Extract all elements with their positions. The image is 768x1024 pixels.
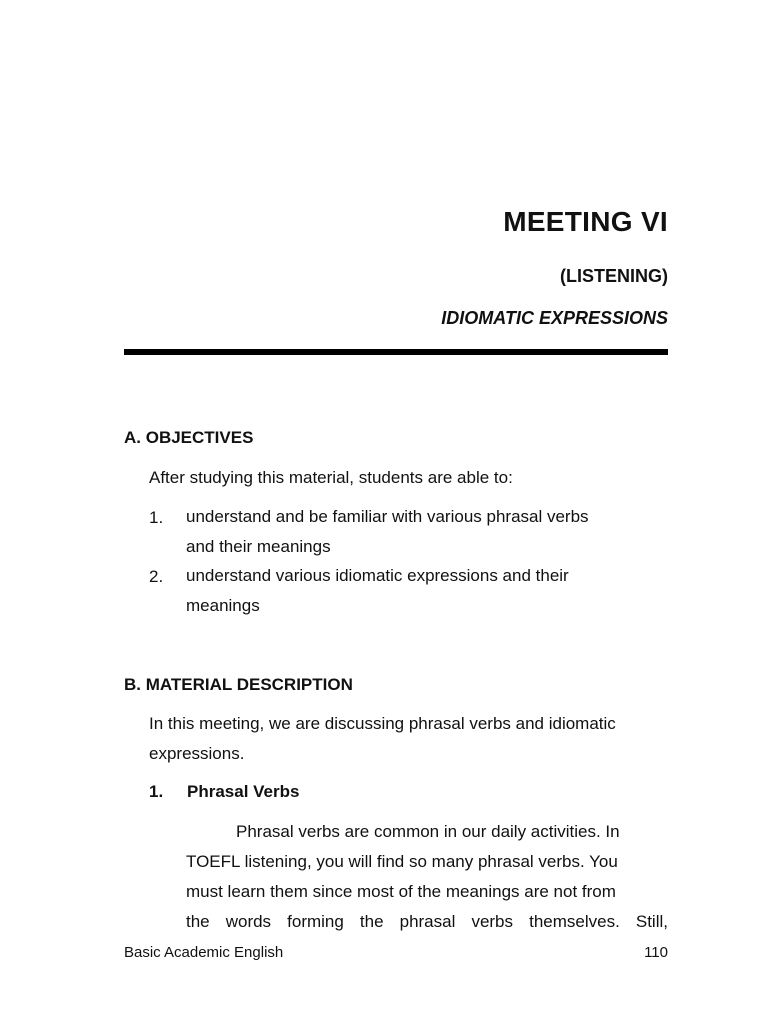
subsection-title: Phrasal Verbs [187,782,300,801]
paragraph-line-4: the words forming the phrasal verbs themselves. Still, [186,912,668,931]
section-b-intro-line-2: expressions. [149,744,245,763]
section-a-intro: After studying this material, students are able to: [149,468,513,487]
objective-2-number: 2. [149,567,164,586]
paragraph-line-1: Phrasal verbs are common in our daily activities. In [236,822,620,841]
objective-2 [186,561,668,621]
paragraph-line-2: TOEFL listening, you will find so many phrasal verbs. You [186,852,618,871]
objective-2-line-1: understand various idiomatic expressions and their [186,566,569,585]
section-b-heading: B. MATERIAL DESCRIPTION [124,675,353,694]
objective-2-line-2: meanings [186,596,260,615]
subsection-number: 1. [149,782,164,801]
objective-1-line-2: and their meanings [186,537,331,556]
objective-1 [186,502,668,562]
footer-book-title: Basic Academic English [124,944,284,961]
objective-1-line-1: understand and be familiar with various phrasal verbs [186,507,589,526]
paragraph-line-3: must learn them since most of the meanings are not from [186,882,616,901]
section-a-heading: A. OBJECTIVES [124,428,254,447]
section-b-intro-line-1: In this meeting, we are discussing phrasal verbs and idiomatic [149,714,616,733]
header-rule [124,349,668,355]
footer-page-number: 110 [644,944,668,961]
page-topic: IDIOMATIC EXPRESSIONS [441,308,668,328]
page-subtitle: (LISTENING) [560,266,668,286]
objective-1-number: 1. [149,508,164,527]
page-title: MEETING VI [503,206,668,237]
